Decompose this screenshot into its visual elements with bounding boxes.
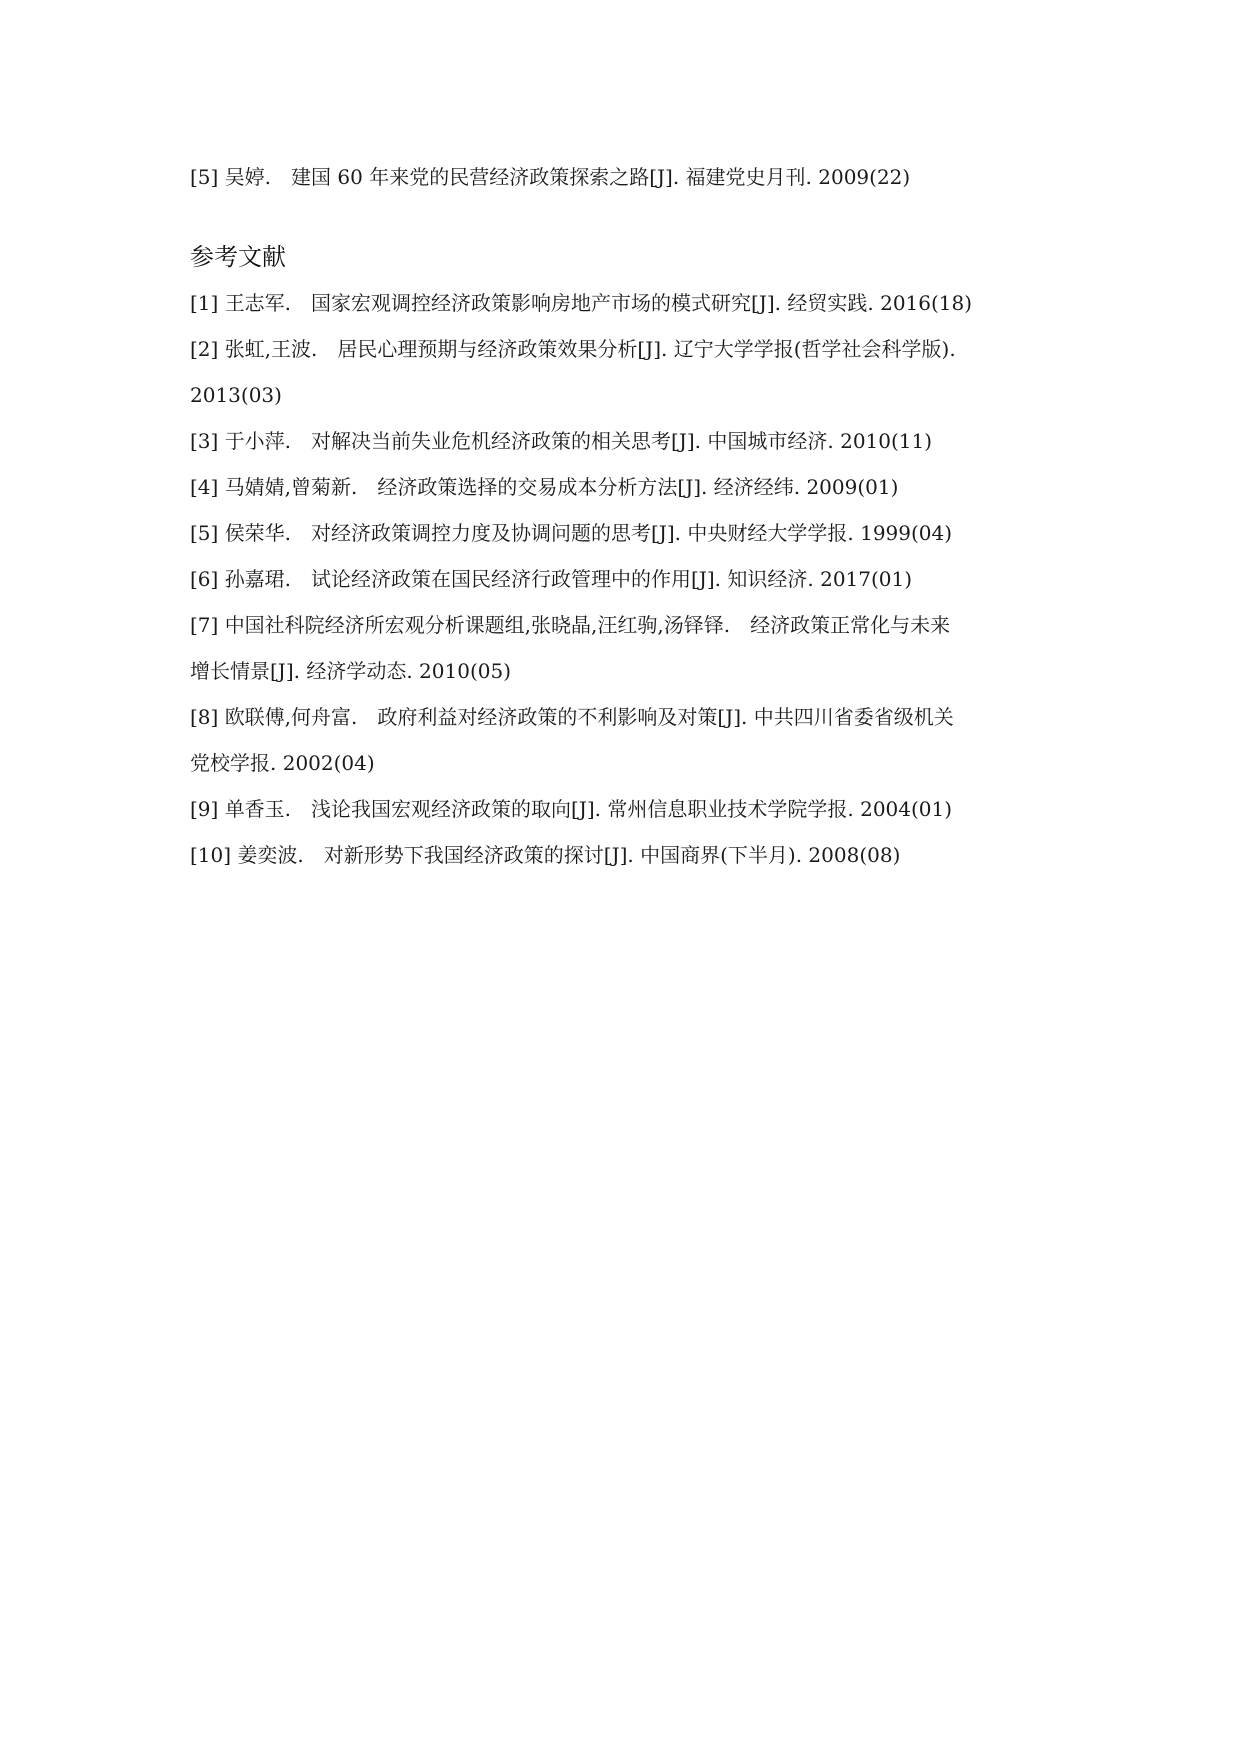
references-heading: 参考文献 — [190, 243, 286, 271]
reference-item-2-line-2: 2013(03) — [190, 383, 282, 407]
previous-reference-item: [5] 吴婷. 建国 60 年来党的民营经济政策探索之路[J]. 福建党史月刊. 2009(22) — [190, 165, 911, 189]
reference-item-8-line-1: [8] 欧联傅,何舟富. 政府利益对经济政策的不利影响及对策[J]. 中共四川省委省级机关 — [190, 705, 954, 729]
reference-item-10: [10] 姜奕波. 对新形势下我国经济政策的探讨[J]. 中国商界(下半月). 2008(08) — [190, 843, 901, 867]
reference-item-2-line-1: [2] 张虹,王波. 居民心理预期与经济政策效果分析[J]. 辽宁大学学报(哲学社会科学版). — [190, 337, 956, 361]
reference-item-2 — [190, 326, 1070, 418]
reference-item-5: [5] 侯荣华. 对经济政策调控力度及协调问题的思考[J]. 中央财经大学学报. 1999(04) — [190, 521, 953, 545]
reference-item-6: [6] 孙嘉珺. 试论经济政策在国民经济行政管理中的作用[J]. 知识经济. 2017(01) — [190, 567, 913, 591]
reference-item-1: [1] 王志军. 国家宏观调控经济政策影响房地产市场的模式研究[J]. 经贸实践. 2016(18) — [190, 291, 973, 315]
reference-item-7-line-2: 增长情景[J]. 经济学动态. 2010(05) — [190, 659, 512, 683]
reference-item-8 — [190, 694, 1070, 786]
reference-item-7-line-1: [7] 中国社科院经济所宏观分析课题组,张晓晶,汪红驹,汤铎铎. 经济政策正常化与未来 — [190, 613, 951, 637]
reference-item-9: [9] 单香玉. 浅论我国宏观经济政策的取向[J]. 常州信息职业技术学院学报. 2004(01) — [190, 797, 953, 821]
references-list — [190, 280, 1070, 878]
reference-item-4: [4] 马婧婧,曾菊新. 经济政策选择的交易成本分析方法[J]. 经济经纬. 2009(01) — [190, 475, 899, 499]
reference-item-3: [3] 于小萍. 对解决当前失业危机经济政策的相关思考[J]. 中国城市经济. 2010(11) — [190, 429, 933, 453]
reference-item-7 — [190, 602, 1070, 694]
reference-item-8-line-2: 党校学报. 2002(04) — [190, 751, 375, 775]
document-page — [190, 162, 1070, 878]
